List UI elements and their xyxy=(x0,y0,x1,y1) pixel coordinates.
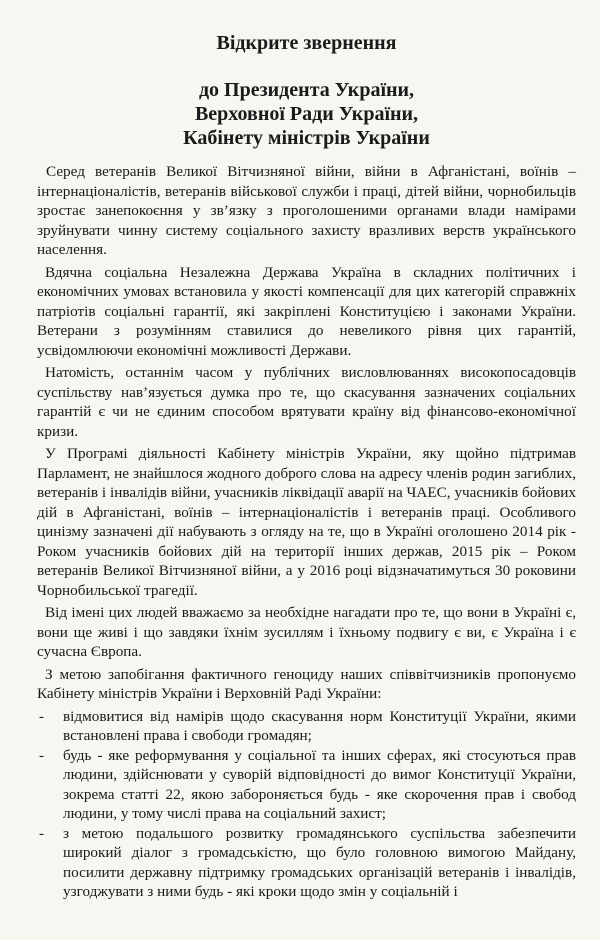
addressee-line: Кабінету міністрів України xyxy=(183,127,430,149)
bullet-dash: - xyxy=(39,707,45,725)
addressee-line: Верховної Ради України, xyxy=(194,103,419,125)
list-item-text: відмовитися від намірів щодо скасування норм Конституції України, якими встановлені права і свободи громадян; xyxy=(63,707,576,744)
bullet-dash: - xyxy=(39,746,45,764)
addressee-block xyxy=(37,78,576,150)
list-item-text: будь - яке реформування у соціальної та інших сферах, які стосуються прав людини, здійснювати у суворій відповідності до вимог Конституції України, зокрема статті 22, якою забороняється будь - яке скорочення прав і свобод людини, у тому числі права на соціальний захист; xyxy=(63,746,576,822)
body-paragraph: У Програмі діяльності Кабінету міністрів України, яку щойно підтримав Парламент, не знайшлося жодного доброго слова на адресу членів родин загиблих, ветеранів і інвалідів війни, учасників ліквідації аварії на ЧАЕС, учасників бойових дій в Афганістані, воїнів – інтернаціоналістів і ветеранів праці. Особливого цинізму зазначені дії набувають з огляду на те, що в Україні оголошено 2014 рік - Роком учасників бойових дій на території інших держав, 2015 рік – Роком ветеранів Великої Вітчизняної війни, а у 2016 році відзначатимуться 30 роковини Чорнобильської трагедії. xyxy=(37,445,576,599)
body-paragraph: З метою запобігання фактичного геноциду наших співвітчизників пропонуємо Кабінету міністрів України і Верховній Раді України: xyxy=(37,665,576,702)
list-item xyxy=(39,824,576,902)
body-paragraph: Від імені цих людей вважаємо за необхідне нагадати про те, що вони в Україні є, вони ще живі і що завдяки їхнім зусиллям і їхньому подвигу є ви, є Україна і є сучасна Європа. xyxy=(37,604,576,660)
body-paragraph: Вдячна соціальна Незалежна Держава Україна в складних політичних і економічних умовах встановила у якості компенсації для цих категорій справжніх патріотів соціальні гарантії, які закріплені Конституцією і законами України. Ветерани з розумінням ставилися до невеликого рівня цих гарантій, усвідомлюючи економічні можливості Держави. xyxy=(37,263,576,359)
letter-body xyxy=(37,162,576,902)
list-item xyxy=(39,707,576,746)
proposal-list xyxy=(37,707,576,902)
list-item-text: з метою подальшого розвитку громадянського суспільства забезпечити широкий діалог з громадськістю, що було головною вимогою Майдану, посилити державну підтримку громадських організацій ветеранів і інвалідів, узгоджувати з ними будь - які кроки щодо змін у соціальній і xyxy=(63,824,576,900)
bullet-dash: - xyxy=(39,824,45,842)
body-paragraph: Натомість, останнім часом у публічних висловлюваннях високопосадовців суспільству нав’язується думка про те, що скасування зазначених соціальних гарантій є чи не єдиним способом врятувати країну від фінансово-економічної кризи. xyxy=(37,364,576,440)
body-paragraph: Серед ветеранів Великої Вітчизняної війни, війни в Афганістані, воїнів – інтернаціоналістів, ветеранів військової служби і праці, дітей війни, чорнобильців зростає занепокоєння у зв’язку з проголошеними органами влади намірами зруйнувати чинну систему соціального захисту вразливих верств українського населення. xyxy=(37,163,576,258)
addressee-line: до Президента України, xyxy=(198,79,415,101)
list-item xyxy=(39,746,576,824)
document-title: Відкрите звернення xyxy=(216,32,397,54)
